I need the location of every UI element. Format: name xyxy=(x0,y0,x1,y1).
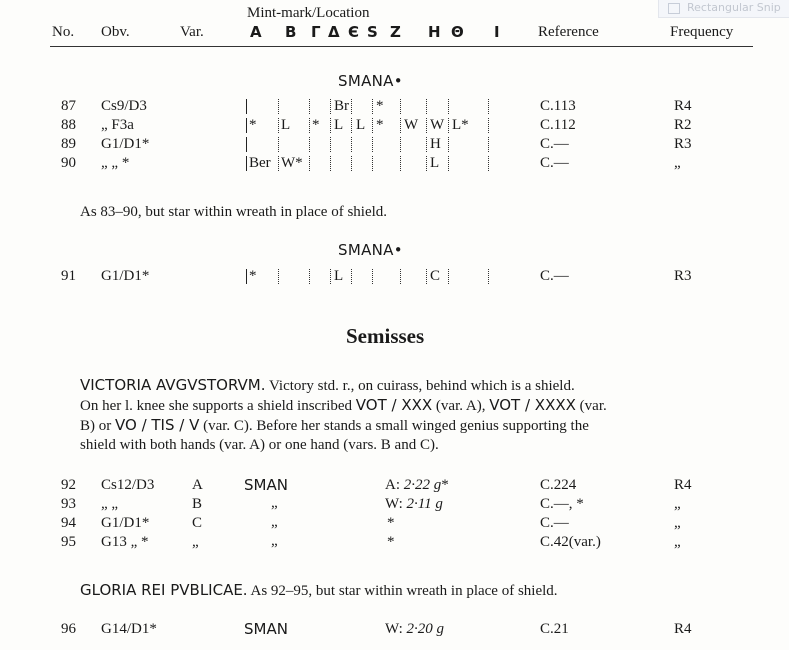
mintmark-cell: W xyxy=(404,117,419,133)
cell-separator xyxy=(372,137,373,152)
cell-separator xyxy=(351,118,352,133)
mintmark-cell: * xyxy=(376,117,384,133)
row-reference: C.— xyxy=(540,155,569,171)
row96-weight xyxy=(385,621,444,638)
cell-separator xyxy=(400,118,401,133)
desc-text-1: Victory std. r., on cuirass, behind which is a shield. xyxy=(269,378,575,394)
row-mint: „ xyxy=(271,533,278,549)
row96-mint: SMAN xyxy=(244,620,288,638)
cell-separator xyxy=(426,156,427,171)
row-reference: C.113 xyxy=(540,98,576,114)
mintmark-cell: L xyxy=(356,117,366,133)
legend-gloria: GLORIA REI PVBLICAE. xyxy=(80,581,248,599)
cell-separator xyxy=(426,269,427,284)
cell-separator xyxy=(246,99,247,114)
row96-weight-value: 2·20 g xyxy=(406,621,445,637)
mintmark-cell: L xyxy=(334,268,344,284)
row96-ref: C.21 xyxy=(540,621,569,637)
row-no: 91 xyxy=(61,268,76,284)
row-obverse: „ „ * xyxy=(101,155,130,171)
row96-weight-prefix: W: xyxy=(385,621,403,637)
row-obverse: Cs12/D3 xyxy=(101,477,155,493)
row-no: 95 xyxy=(61,534,76,550)
row-reference: C.224 xyxy=(540,477,577,493)
cell-separator xyxy=(309,137,310,152)
letter-theta: Θ xyxy=(451,23,464,41)
desc-line-2 xyxy=(80,395,607,416)
row-weight xyxy=(385,477,449,494)
cell-separator xyxy=(330,156,331,171)
desc-text-2b: (var. A), xyxy=(435,398,486,414)
col-var-heading: Var. xyxy=(180,24,204,40)
row-no: 89 xyxy=(61,136,76,152)
row-variant: „ xyxy=(192,534,199,550)
letter-gamma: Γ xyxy=(311,23,321,41)
cell-separator xyxy=(246,156,247,171)
cell-separator xyxy=(488,156,489,171)
snip-icon xyxy=(668,3,680,14)
mintmark-cell: H xyxy=(430,136,441,152)
row-variant: B xyxy=(192,496,203,512)
cell-separator xyxy=(372,118,373,133)
row-reference: C.— xyxy=(540,136,569,152)
letter-epsilon: Є xyxy=(348,23,360,41)
cell-separator xyxy=(330,118,331,133)
section-mint-mark-2: SMANA• xyxy=(338,241,403,259)
desc-text-2c: (var. xyxy=(579,398,607,414)
cell-separator xyxy=(372,99,373,114)
row-frequency: „ xyxy=(674,155,681,171)
cell-separator xyxy=(426,137,427,152)
vot-xxx: VOT / XXX xyxy=(355,396,433,414)
row96-freq: R4 xyxy=(674,621,692,637)
cell-separator xyxy=(246,118,247,133)
mintmark-cell: W xyxy=(430,117,445,133)
letter-eta: H xyxy=(428,23,441,41)
legend-victoria: VICTORIA AVGVSTORVM. xyxy=(80,376,266,394)
cell-separator xyxy=(351,137,352,152)
row-reference: C.42(var.) xyxy=(540,534,601,550)
row-reference: C.— xyxy=(540,268,569,284)
row-obverse: „ F3a xyxy=(101,117,134,133)
rectangular-snip-button[interactable] xyxy=(658,0,789,18)
row-weight-prefix: * xyxy=(387,534,395,550)
cell-separator xyxy=(278,156,279,171)
row-weight-value: 2·11 g xyxy=(406,496,443,512)
desc-text-3a: B) or xyxy=(80,418,112,434)
letter-a: A xyxy=(250,23,262,41)
row-mint: „ xyxy=(271,514,278,530)
row-frequency: R3 xyxy=(674,268,692,284)
col-reference-heading: Reference xyxy=(538,24,599,40)
row-reference: C.—, * xyxy=(540,496,584,512)
cell-separator xyxy=(426,99,427,114)
desc-text-2a: On her l. knee she supports a shield inscribed xyxy=(80,398,353,414)
cell-separator xyxy=(309,99,310,114)
row-variant: A xyxy=(192,477,203,493)
row-mint: SMAN xyxy=(244,476,288,494)
letter-zeta: Z xyxy=(390,23,401,41)
row-obverse: „ „ xyxy=(101,496,119,512)
cell-separator xyxy=(488,99,489,114)
row-obverse: Cs9/D3 xyxy=(101,98,147,114)
col-frequency-heading: Frequency xyxy=(670,24,734,40)
cell-separator xyxy=(351,99,352,114)
row-weight-prefix: * xyxy=(387,515,395,531)
cell-separator xyxy=(278,99,279,114)
row-reference: C.— xyxy=(540,515,569,531)
mintmark-cell: * xyxy=(376,98,384,114)
letter-stigma: S xyxy=(367,23,378,41)
row-obverse: G1/D1* xyxy=(101,136,150,152)
cell-separator xyxy=(330,137,331,152)
row96-no: 96 xyxy=(61,621,76,637)
mintmark-cell: * xyxy=(249,268,257,284)
row-weight xyxy=(387,515,395,532)
mintmark-cell: C xyxy=(430,268,441,284)
mintmark-cell: * xyxy=(312,117,320,133)
cell-separator xyxy=(400,99,401,114)
letter-delta: Δ xyxy=(328,23,340,41)
mintmark-cell: L* xyxy=(452,117,469,133)
note-star-wreath: As 83–90, but star within wreath in place of shield. xyxy=(80,204,388,220)
row-no: 90 xyxy=(61,155,76,171)
row-frequency: „ xyxy=(674,534,681,550)
row96-obv: G14/D1* xyxy=(101,621,157,637)
letter-b: B xyxy=(285,23,297,41)
cell-separator xyxy=(488,137,489,152)
row-no: 87 xyxy=(61,98,76,114)
cell-separator xyxy=(448,137,449,152)
cell-separator xyxy=(448,99,449,114)
desc-line-1 xyxy=(80,375,575,396)
vot-xxxx: VOT / XXXX xyxy=(489,396,576,414)
cell-separator xyxy=(400,137,401,152)
row-weight-prefix: W: xyxy=(385,496,403,512)
mintmark-cell: L xyxy=(334,117,344,133)
cell-separator xyxy=(488,269,489,284)
cell-separator xyxy=(351,269,352,284)
desc-line-4: shield with both hands (var. A) or one hand (vars. B and C). xyxy=(80,437,439,453)
semisses-title: Semisses xyxy=(346,324,425,348)
mintmark-cell: * xyxy=(249,117,257,133)
row-frequency: R4 xyxy=(674,98,692,114)
row-no: 88 xyxy=(61,117,76,133)
desc-text-3b: (var. C). Before her stands a small winged genius supporting the xyxy=(203,418,589,434)
row-weight-prefix: A: xyxy=(385,477,400,493)
row-obverse: G1/D1* xyxy=(101,268,150,284)
row-variant: C xyxy=(192,515,203,531)
cell-separator xyxy=(246,137,247,152)
row-obverse: G13 „ * xyxy=(101,534,149,550)
row-frequency: R2 xyxy=(674,117,692,133)
row-obverse: G1/D1* xyxy=(101,515,150,531)
col-obv-heading: Obv. xyxy=(101,24,130,40)
cell-separator xyxy=(330,269,331,284)
row-weight-suffix: * xyxy=(441,477,449,493)
mintmark-cell: L xyxy=(281,117,291,133)
cell-separator xyxy=(372,269,373,284)
row-frequency: R3 xyxy=(674,136,692,152)
row-weight xyxy=(385,496,443,513)
cell-separator xyxy=(400,269,401,284)
mintmark-heading: Mint-mark/Location xyxy=(247,5,370,21)
row-reference: C.112 xyxy=(540,117,576,133)
row-frequency: „ xyxy=(674,496,681,512)
cell-separator xyxy=(309,269,310,284)
row-no: 94 xyxy=(61,515,76,531)
cell-separator xyxy=(278,269,279,284)
cell-separator xyxy=(372,156,373,171)
cell-separator xyxy=(426,118,427,133)
row-frequency: R4 xyxy=(674,477,692,493)
mintmark-cell: L xyxy=(430,155,440,171)
cell-separator xyxy=(448,269,449,284)
row-frequency: „ xyxy=(674,515,681,531)
cell-separator xyxy=(309,118,310,133)
desc-line-3 xyxy=(80,415,589,436)
cell-separator xyxy=(330,99,331,114)
row-mint: „ xyxy=(271,495,278,511)
gloria-line xyxy=(80,580,558,601)
cell-separator xyxy=(309,156,310,171)
cell-separator xyxy=(400,156,401,171)
row-weight-value: 2·22 g xyxy=(403,477,442,493)
vo-tis-v: VO / TIS / V xyxy=(115,416,200,434)
mintmark-cell: Br xyxy=(334,98,349,114)
cell-separator xyxy=(278,137,279,152)
cell-separator xyxy=(448,156,449,171)
mintmark-cell: W* xyxy=(281,155,303,171)
row-weight xyxy=(387,534,395,551)
header-rule xyxy=(50,46,753,47)
snip-label: Rectangular Snip xyxy=(687,1,781,14)
row-no: 92 xyxy=(61,477,76,493)
section-mint-mark: SMANA• xyxy=(338,72,403,90)
gloria-text: As 92–95, but star within wreath in place of shield. xyxy=(250,583,558,599)
cell-separator xyxy=(351,156,352,171)
letter-iota: I xyxy=(494,23,500,41)
cell-separator xyxy=(246,269,247,284)
cell-separator xyxy=(278,118,279,133)
mintmark-cell: Ber xyxy=(249,155,271,171)
row-no: 93 xyxy=(61,496,76,512)
col-no-heading: No. xyxy=(52,24,75,40)
cell-separator xyxy=(488,118,489,133)
cell-separator xyxy=(448,118,449,133)
